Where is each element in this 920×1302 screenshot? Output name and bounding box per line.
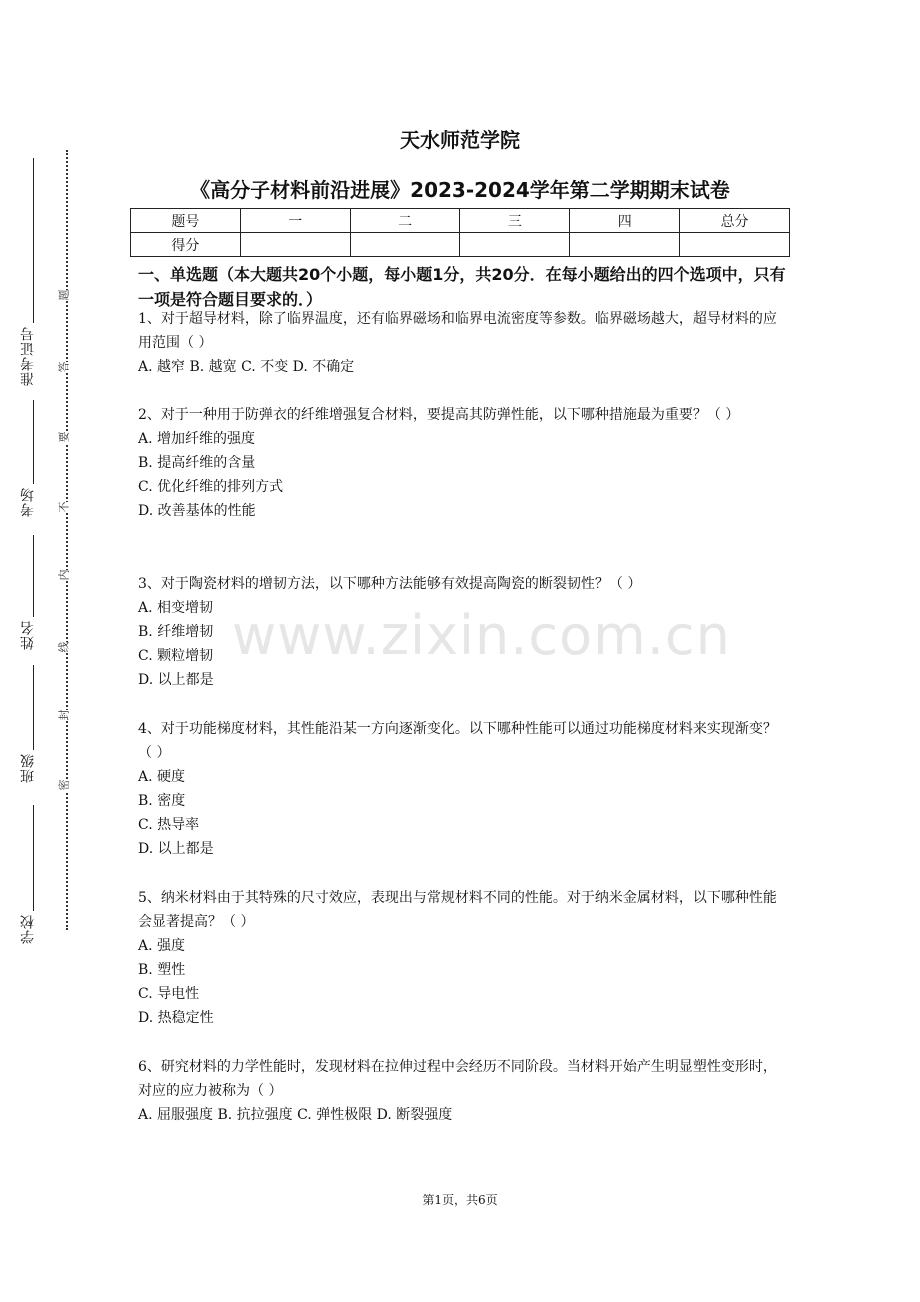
option-d: D. 热稳定性 [138,1010,214,1026]
score-input-cell[interactable] [240,233,350,257]
score-cell: 三 [460,209,570,233]
option-c: C. 热导率 [138,817,200,833]
option-a: A. 强度 [138,938,186,954]
question-options: A. 屈服强度 B. 抗拉强度 C. 弹性极限 D. 断裂强度 [138,1107,453,1123]
score-cell: 一 [240,209,350,233]
question-1 [138,307,788,379]
option-c: C. 导电性 [138,986,200,1002]
question-stem: 4、对于功能梯度材料，其性能沿某一方向逐渐变化。以下哪种性能可以通过功能梯度材料来实现渐变？（ ） [138,721,777,761]
exam-number-label: 准考证号 [20,326,36,386]
exam-title: 《高分子材料前沿进展》2023-2024学年第二学期期末试卷 [190,178,730,202]
score-table [130,208,790,257]
question-stem: 3、对于陶瓷材料的增韧方法，以下哪种方法能够有效提高陶瓷的断裂韧性？（ ） [138,576,642,592]
score-table-score-row [131,233,790,257]
option-d: D. 以上都是 [138,841,214,857]
class-line [33,665,34,750]
seal-word: 要 [58,431,69,444]
question-stem: 1、对于超导材料，除了临界温度，还有临界磁场和临界电流密度等参数。临界磁场越大，超导材料的应用范围（ ） [138,311,777,351]
question-5 [138,886,788,1030]
option-b: B. 塑性 [138,962,186,978]
option-d: D. 以上都是 [138,672,214,688]
page-footer: 第1页，共6页 [422,1193,498,1207]
exam-room-line [33,400,34,484]
question-stem: 2、对于一种用于防弹衣的纤维增强复合材料，要提高其防弹性能，以下哪种措施最为重要？（ ） [138,407,740,423]
seal-word: 内 [58,569,69,582]
seal-word: 题 [58,289,69,302]
question-4 [138,717,788,861]
option-b: B. 纤维增韧 [138,624,214,640]
name-label: 姓名 [20,620,36,650]
seal-word: 不 [58,501,69,514]
name-line [33,535,34,617]
seal-word: 线 [58,641,69,654]
score-input-cell[interactable] [350,233,460,257]
class-label: 班级 [20,753,36,783]
score-cell: 总分 [680,209,790,233]
option-a: A. 硬度 [138,769,186,785]
seal-dotted-line [66,150,68,930]
option-a: A. 相变增韧 [138,600,214,616]
seal-word: 密 [58,779,69,792]
score-cell: 二 [350,209,460,233]
school-title: 天水师范学院 [400,128,520,152]
score-table-header-row [131,209,790,233]
seal-word: 答 [58,361,69,374]
question-stem: 5、纳米材料由于其特殊的尺寸效应，表现出与常规材料不同的性能。对于纳米金属材料，以下哪种性能会显著提高？（ ） [138,890,777,930]
score-input-cell[interactable] [570,233,680,257]
score-input-cell[interactable] [460,233,570,257]
score-input-cell[interactable] [680,233,790,257]
option-d: D. 改善基体的性能 [138,503,256,519]
score-cell: 四 [570,209,680,233]
option-b: B. 密度 [138,793,186,809]
score-cell: 题号 [131,209,241,233]
option-a: A. 增加纤维的强度 [138,431,256,447]
option-c: C. 颗粒增韧 [138,648,214,664]
school-line [33,805,34,911]
score-cell: 得分 [131,233,241,257]
watermark: www.zixin.com.cn [232,604,731,667]
exam-room-label: 考场 [20,487,36,517]
option-c: C. 优化纤维的排列方式 [138,479,284,495]
school-label: 学校 [20,914,36,944]
seal-word: 封 [58,709,69,722]
question-options: A. 越窄 B. 越宽 C. 不变 D. 不确定 [138,359,355,375]
option-b: B. 提高纤维的含量 [138,455,256,471]
question-stem: 6、研究材料的力学性能时，发现材料在拉伸过程中会经历不同阶段。当材料开始产生明显塑性变形时，对应的应力被称为（ ） [138,1059,777,1099]
question-2 [138,403,788,523]
section-heading: 一、单选题（本大题共20个小题，每小题1分，共20分．在每小题给出的四个选项中，只有一项是符合题目要求的．） [138,265,786,309]
question-6 [138,1055,788,1127]
